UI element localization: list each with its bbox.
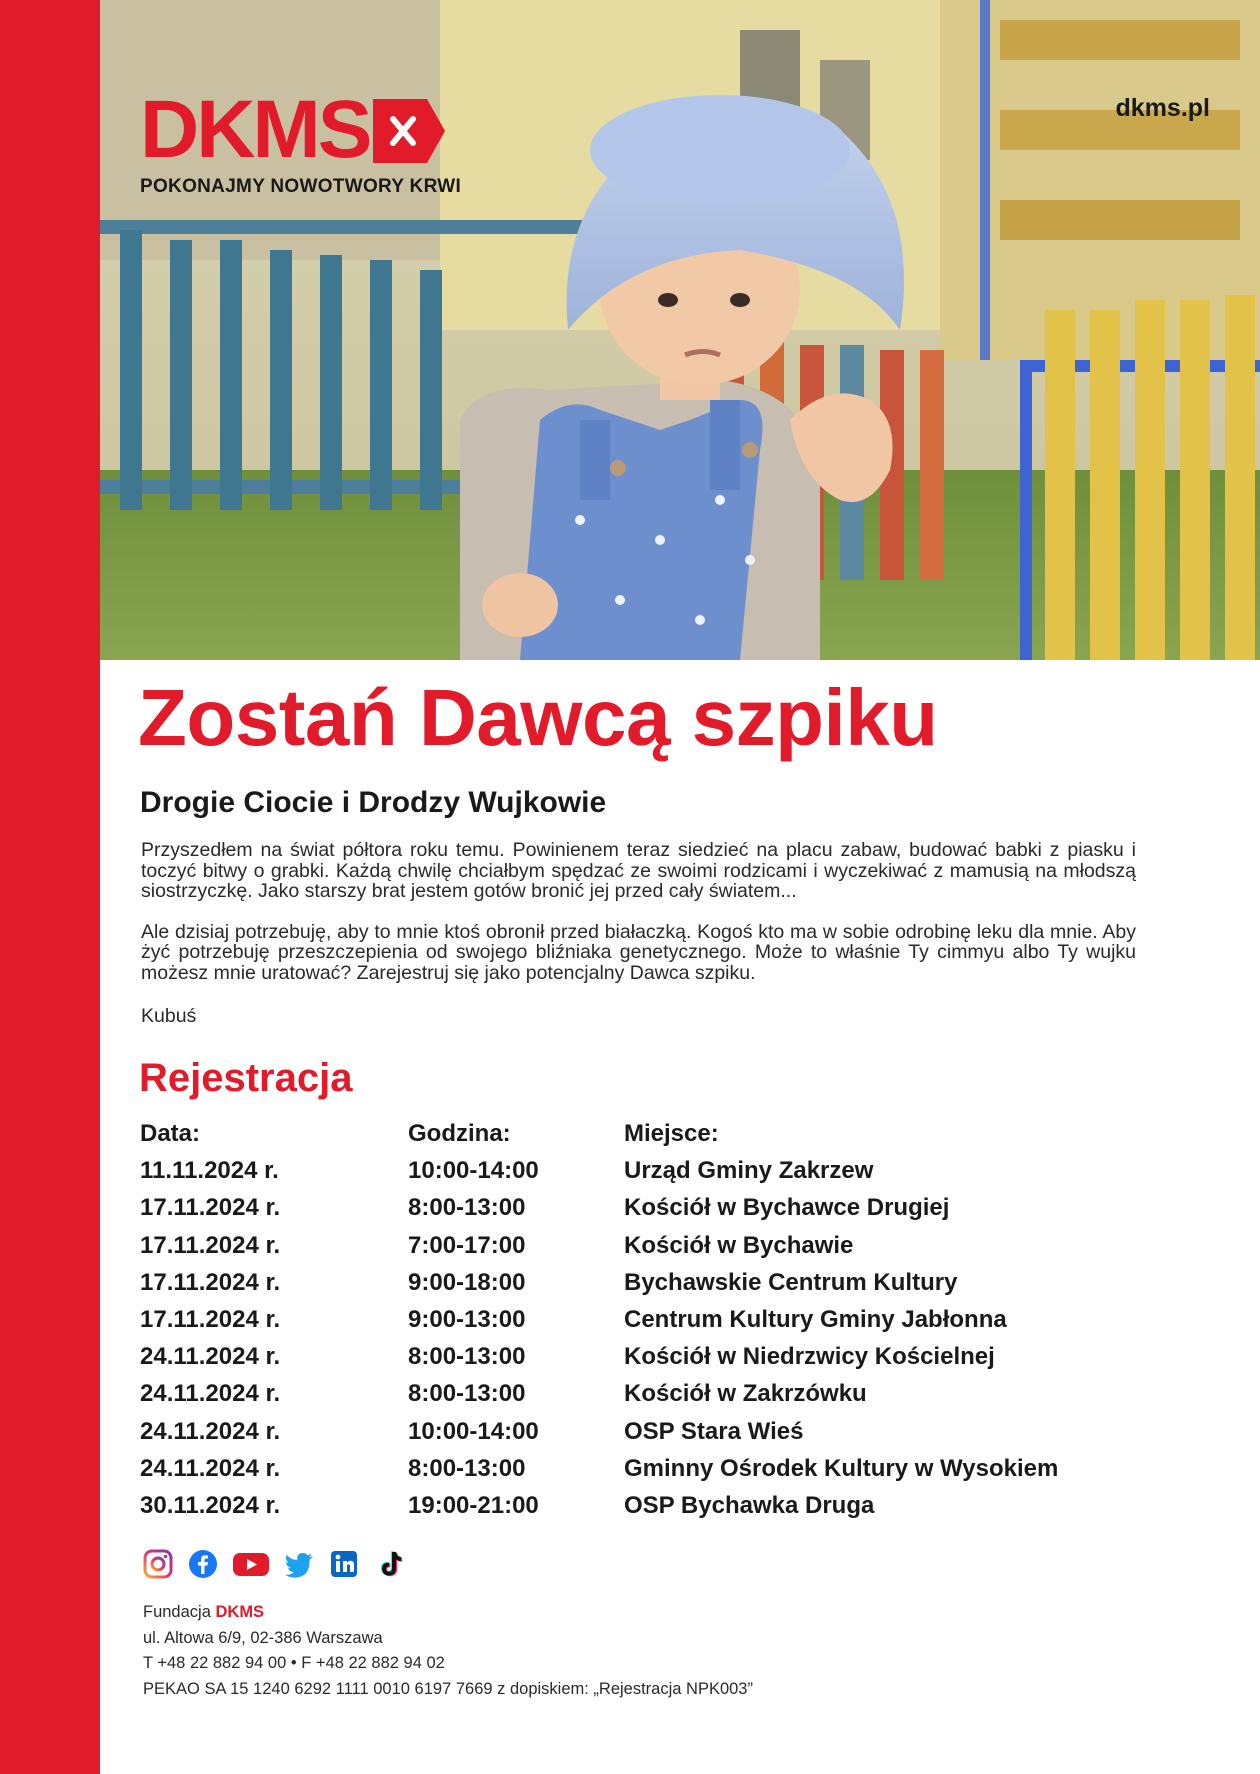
row-date: 17.11.2024 r. bbox=[140, 1231, 281, 1259]
header-time: Godzina: bbox=[408, 1120, 511, 1147]
letter-body bbox=[141, 840, 1136, 1003]
row-place: Kościół w Zakrzówku bbox=[624, 1380, 867, 1408]
footer-phone: T +48 22 882 94 00 • F +48 22 882 94 02 bbox=[143, 1654, 445, 1672]
row-time: 10:00-14:00 bbox=[408, 1417, 539, 1445]
row-time: 8:00-13:00 bbox=[408, 1380, 526, 1408]
row-time: 7:00-17:00 bbox=[408, 1231, 526, 1259]
left-red-bar bbox=[0, 0, 100, 1774]
row-time: 8:00-13:00 bbox=[408, 1454, 526, 1482]
row-date: 17.11.2024 r. bbox=[140, 1268, 281, 1296]
letter-salutation: Drogie Ciocie i Drodzy Wujkowie bbox=[140, 786, 607, 819]
website-link[interactable]: dkms.pl bbox=[1115, 94, 1210, 122]
row-time: 8:00-13:00 bbox=[408, 1343, 526, 1371]
row-time: 10:00-14:00 bbox=[408, 1157, 539, 1185]
row-date: 17.11.2024 r. bbox=[140, 1305, 281, 1333]
footer-address: ul. Altowa 6/9, 02-386 Warszawa bbox=[143, 1628, 383, 1647]
row-date: 24.11.2024 r. bbox=[140, 1454, 281, 1482]
footer-foundation-brand: DKMS bbox=[215, 1603, 265, 1621]
instagram-icon[interactable] bbox=[142, 1548, 174, 1580]
row-place: Kościół w Bychawie bbox=[624, 1231, 854, 1259]
social-links bbox=[142, 1548, 405, 1580]
row-time: 9:00-13:00 bbox=[408, 1305, 526, 1333]
footer-foundation-prefix: Fundacja bbox=[143, 1603, 211, 1621]
row-date: 11.11.2024 r. bbox=[140, 1157, 279, 1185]
row-place: Kościół w Niedrzwicy Kościelnej bbox=[624, 1343, 995, 1371]
footer-bank: PEKAO SA 15 1240 6292 1111 0010 6197 7669 z dopiskiem: „Rejestracja NPK003” bbox=[143, 1679, 753, 1698]
linkedin-icon[interactable] bbox=[328, 1548, 360, 1580]
header-place: Miejsce: bbox=[624, 1120, 719, 1147]
row-date: 17.11.2024 r. bbox=[140, 1194, 281, 1222]
row-date: 24.11.2024 r. bbox=[140, 1343, 281, 1371]
row-place: Centrum Kultury Gminy Jabłonna bbox=[624, 1305, 1007, 1333]
letter-signature: Kubuś bbox=[141, 1005, 197, 1027]
dkms-logo[interactable] bbox=[140, 84, 462, 198]
row-place: OSP Stara Wieś bbox=[624, 1417, 804, 1445]
letter-paragraph-2: Ale dzisiaj potrzebuję, aby to mnie ktoś obronił przed białaczką. Kogoś kto ma w sobie odrobinę leku dla mnie. Aby żyć potrzebuję przeszczepienia od swojego bliźniaka genetycznego. Może to właśnie Ty cimmyu albo Ty wujku możesz mnie uratować? Zarejestruj się jako potencjalny Dawca szpiku. bbox=[141, 920, 1136, 984]
row-place: Urząd Gminy Zakrzew bbox=[624, 1157, 874, 1185]
row-time: 8:00-13:00 bbox=[408, 1194, 526, 1222]
row-place: Kościół w Bychawce Drugiej bbox=[624, 1194, 950, 1222]
row-place: Gminny Ośrodek Kultury w Wysokiem bbox=[624, 1454, 1059, 1482]
row-place: Bychawskie Centrum Kultury bbox=[624, 1268, 958, 1296]
registration-title: Rejestracja bbox=[139, 1056, 353, 1100]
letter-paragraph-1: Przyszedłem na świat półtora roku temu. Powinienem teraz siedzieć na placu zabaw, budować babki z piasku i toczyć bitwy o grabki. Każdą chwilę chciałbym spędzać ze swoimi rodzicami i wyczekiwać z mamusią na młodszą siostrzyczkę. Jako starszy brat jestem gotów bronić jej przed cały światem... bbox=[141, 839, 1136, 902]
youtube-icon[interactable] bbox=[232, 1548, 270, 1580]
logo-wordmark: DKMS bbox=[140, 84, 370, 175]
footer-foundation bbox=[143, 1600, 753, 1626]
facebook-icon[interactable] bbox=[187, 1548, 219, 1580]
row-date: 24.11.2024 r. bbox=[140, 1380, 281, 1408]
row-place: OSP Bychawka Druga bbox=[624, 1491, 875, 1519]
row-time: 19:00-21:00 bbox=[408, 1491, 539, 1519]
footer-contact bbox=[143, 1600, 753, 1702]
row-time: 9:00-18:00 bbox=[408, 1268, 526, 1296]
logo-x-tag-icon bbox=[373, 99, 445, 168]
twitter-icon[interactable] bbox=[283, 1548, 315, 1580]
row-date: 30.11.2024 r. bbox=[140, 1491, 281, 1519]
header-date: Data: bbox=[140, 1120, 201, 1147]
page-title: Zostań Dawcą szpiku bbox=[138, 673, 938, 762]
logo-tagline: POKONAJMY NOWOTWORY KRWI bbox=[140, 176, 462, 197]
tiktok-icon[interactable] bbox=[373, 1548, 405, 1580]
row-date: 24.11.2024 r. bbox=[140, 1417, 281, 1445]
